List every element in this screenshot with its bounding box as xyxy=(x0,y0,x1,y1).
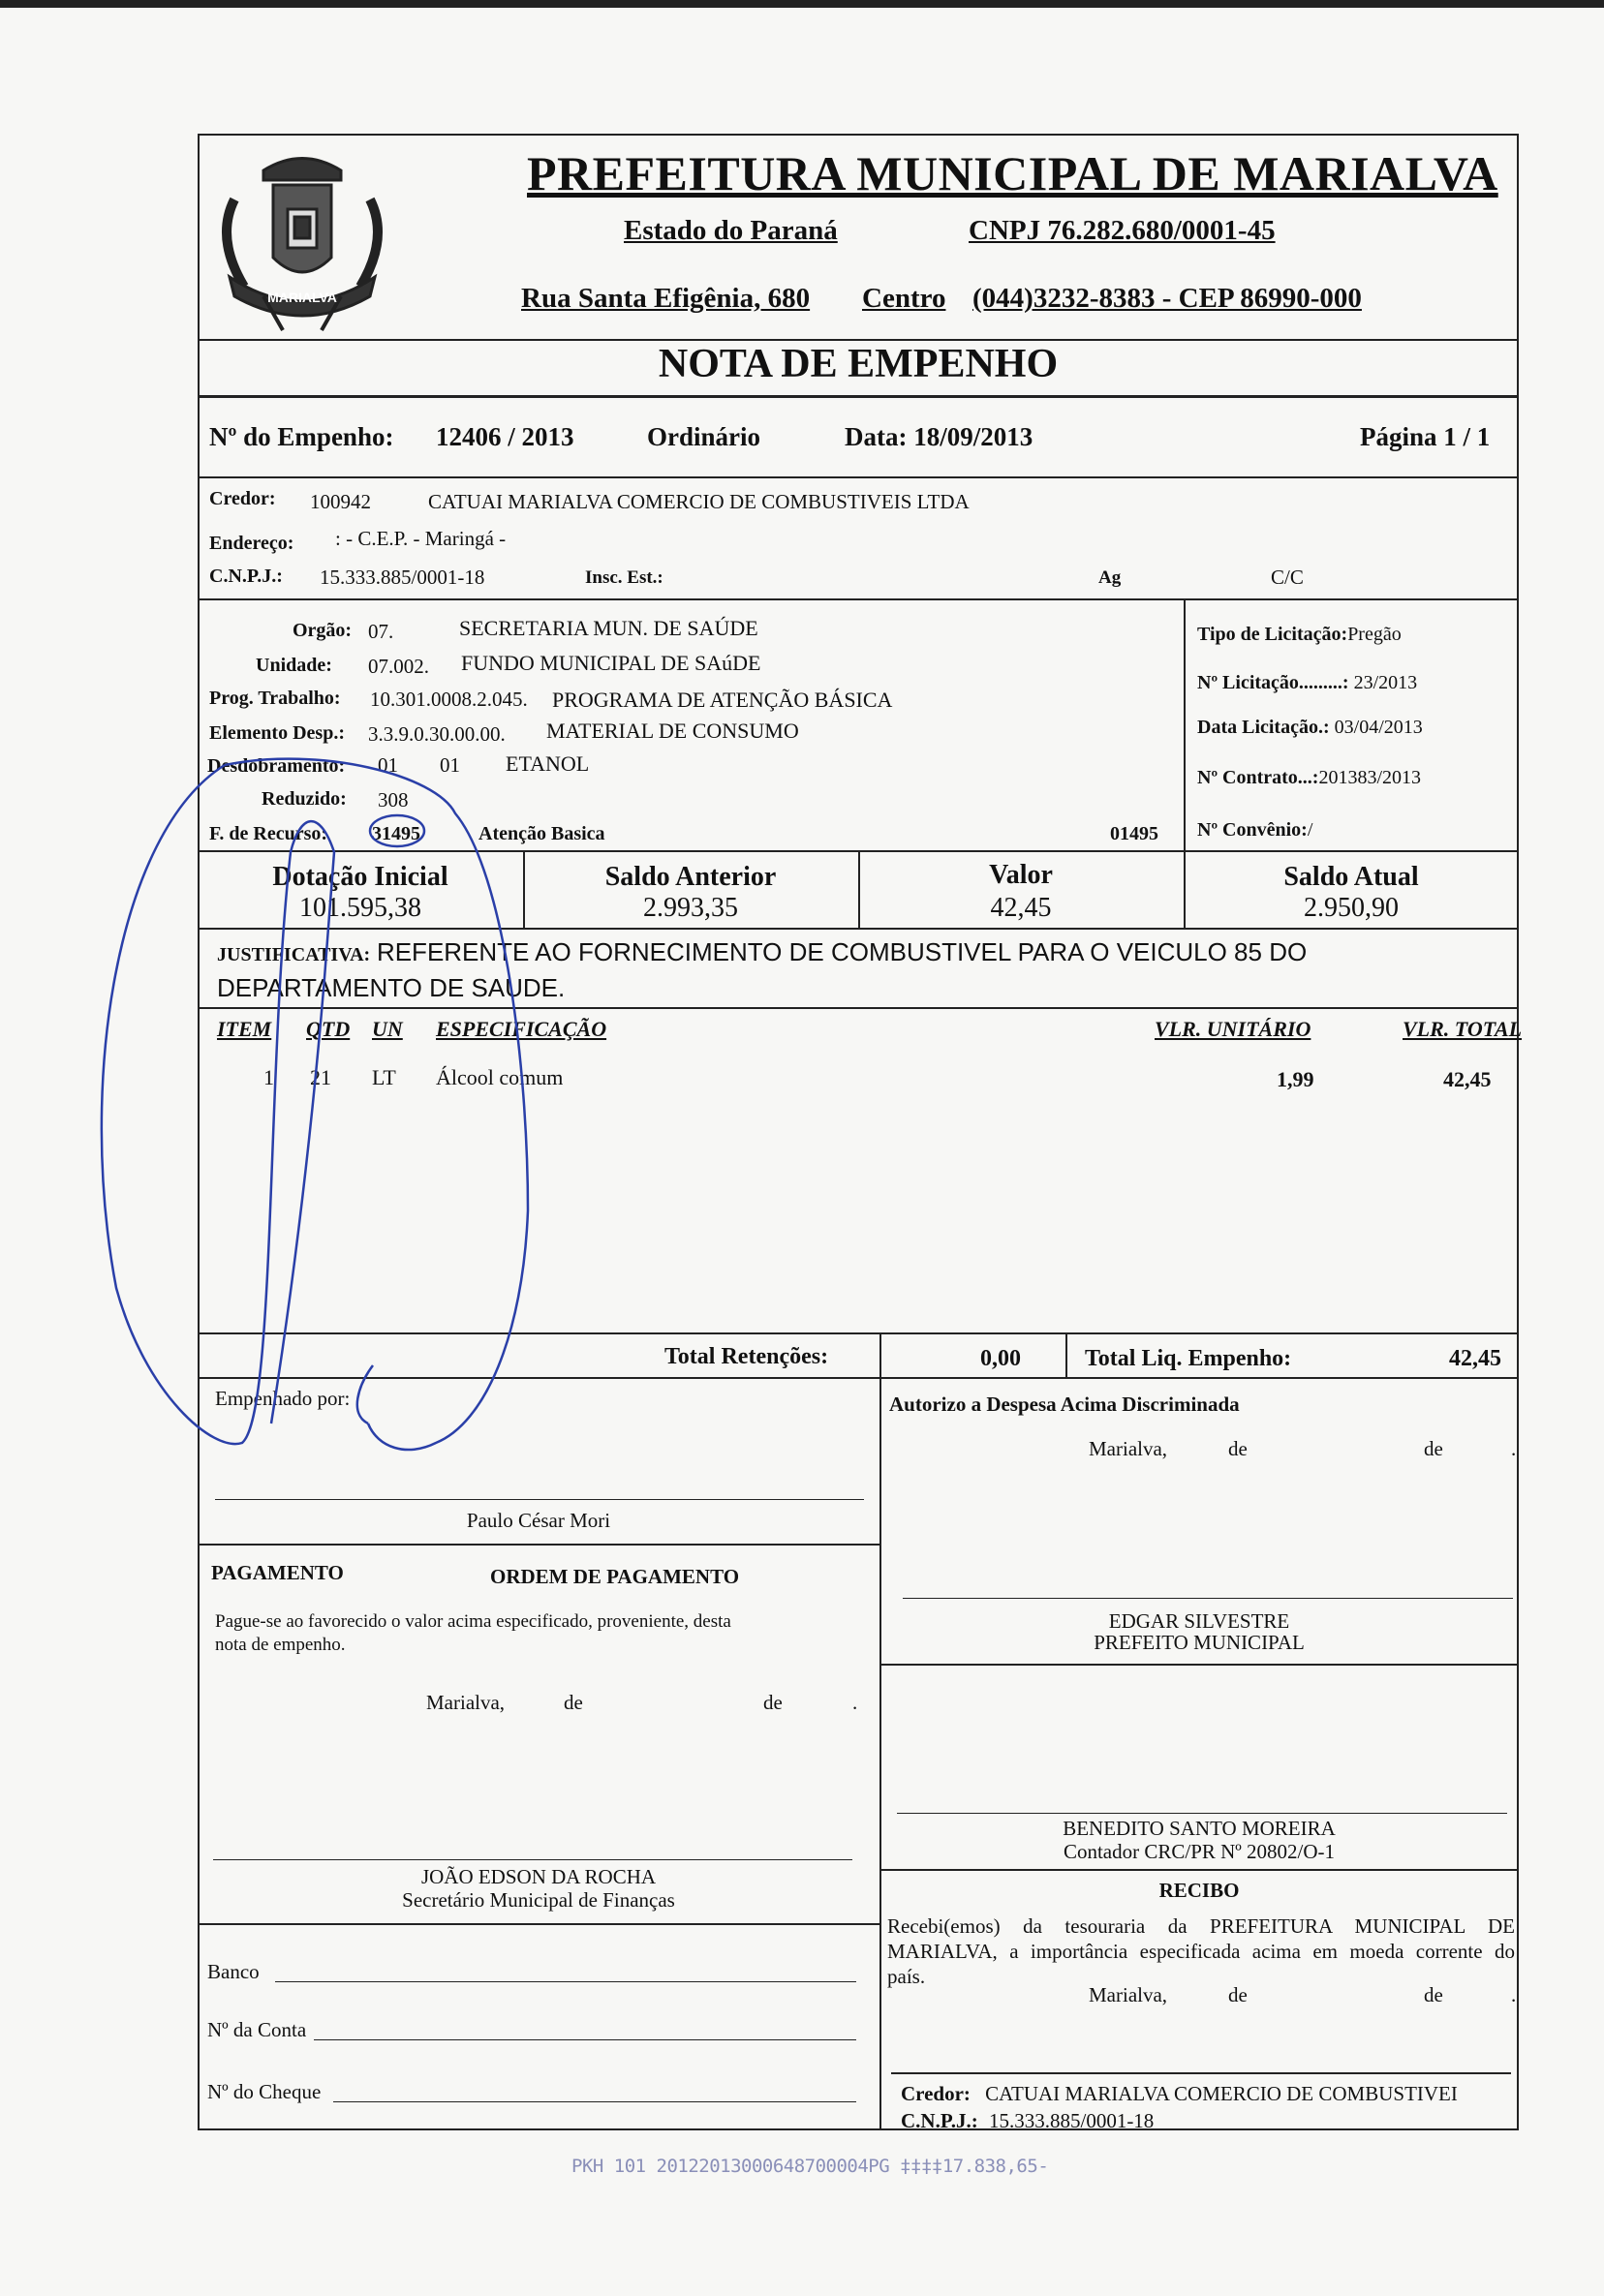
data-licitacao-value: 03/04/2013 xyxy=(1334,717,1423,738)
convenio-value: / xyxy=(1307,819,1313,841)
num-licitacao-label xyxy=(1197,672,1417,694)
divider xyxy=(879,1332,881,1377)
recibo-city: Marialva, xyxy=(1089,1983,1168,2006)
cheque-label: Nº do Cheque xyxy=(207,2080,322,2103)
ordem-pagamento-label: ORDEM DE PAGAMENTO xyxy=(490,1565,740,1588)
desdobramento-code1: 01 xyxy=(378,753,398,777)
saldo-atual-value: 2.950,90 xyxy=(1304,893,1399,923)
recibo-de2: de xyxy=(1424,1983,1443,2006)
col-item: ITEM xyxy=(217,1017,272,1041)
pagamento-de1: de xyxy=(564,1691,583,1714)
signature-line xyxy=(903,1598,1513,1599)
justificativa xyxy=(217,935,1505,1004)
item-number: 1 xyxy=(263,1065,274,1089)
empenho-type: Ordinário xyxy=(647,422,761,451)
pagamento-dot: . xyxy=(852,1691,858,1714)
pagamento-label: PAGAMENTO xyxy=(211,1561,344,1584)
num-licitacao-value: 23/2013 xyxy=(1353,672,1418,693)
item-vlr-unit: 1,99 xyxy=(1277,1067,1314,1091)
autorizo-de2: de xyxy=(1424,1437,1443,1460)
divider xyxy=(879,1869,1519,1871)
prefeito-name: EDGAR SILVESTRE xyxy=(1108,1609,1290,1633)
empenhado-label: Empenhado por: xyxy=(215,1387,351,1410)
elemento-label: Elemento Desp.: xyxy=(209,722,345,744)
convenio-text: Nº Convênio: xyxy=(1197,819,1308,841)
cc-label: C/C xyxy=(1271,566,1304,589)
desdobramento-name: ETANOL xyxy=(506,751,590,776)
financas-role: Secretário Municipal de Finanças xyxy=(402,1888,675,1912)
divider xyxy=(1065,1332,1067,1377)
state-name: Estado do Paraná xyxy=(624,215,838,246)
item-un: LT xyxy=(372,1065,396,1089)
bank-stamp: PKH 101 20122013000648700004PG ‡‡‡‡17.838,65- xyxy=(571,2156,1049,2177)
footer-credor-label: Credor: xyxy=(901,2082,971,2105)
address-center: Centro xyxy=(862,283,946,314)
autorizo-de1: de xyxy=(1228,1437,1248,1460)
tipo-licitacao-text: Tipo de Licitação: xyxy=(1197,624,1348,645)
footer-cnpj-value: 15.333.885/0001-18 xyxy=(988,2109,1155,2132)
divider xyxy=(198,1377,1519,1379)
pagamento-text-1: Pague-se ao favorecido o valor acima especificado, proveniente, desta xyxy=(215,1611,731,1632)
divider xyxy=(198,1007,1519,1009)
cnpj-label: C.N.P.J.: xyxy=(209,566,283,587)
desdobramento-code2: 01 xyxy=(440,753,460,777)
divider xyxy=(198,1544,879,1546)
divider xyxy=(198,395,1519,398)
num-licitacao-text: Nº Licitação.........: xyxy=(1197,672,1349,693)
prog-name: PROGRAMA DE ATENÇÃO BÁSICA xyxy=(552,688,893,712)
orgao-name: SECRETARIA MUN. DE SAÚDE xyxy=(459,616,758,640)
signature-line xyxy=(213,1859,852,1860)
pagamento-city: Marialva, xyxy=(426,1691,506,1714)
valor-value: 42,45 xyxy=(990,893,1052,923)
recibo-de1: de xyxy=(1228,1983,1248,2006)
cnpj-header: CNPJ 76.282.680/0001-45 xyxy=(969,215,1276,246)
conta-label: Nº da Conta xyxy=(207,2018,307,2041)
address: Rua Santa Efigênia, 680 xyxy=(521,283,811,314)
signature-line xyxy=(897,1813,1507,1814)
divider xyxy=(879,1664,1519,1666)
endereco-label: Endereço: xyxy=(209,533,294,554)
empenho-date: Data: 18/09/2013 xyxy=(845,422,1033,451)
divider xyxy=(198,1332,1519,1334)
footer-cnpj xyxy=(901,2109,1154,2133)
cnpj-value: 15.333.885/0001-18 xyxy=(320,566,485,589)
banco-label: Banco xyxy=(207,1960,260,1983)
contrato-label xyxy=(1197,767,1421,789)
autorizo-city: Marialva, xyxy=(1089,1437,1168,1460)
ag-label: Ag xyxy=(1098,567,1122,588)
saldo-atual-label: Saldo Atual xyxy=(1283,862,1419,892)
col-vlr-unit: VLR. UNITÁRIO xyxy=(1155,1017,1311,1041)
autorizo-label: Autorizo a Despesa Acima Discriminada xyxy=(889,1393,1240,1416)
divider xyxy=(879,1377,881,2128)
total-retencoes-label: Total Retenções: xyxy=(664,1344,829,1369)
elemento-code: 3.3.9.0.30.00.00. xyxy=(368,722,506,746)
contador-name: BENEDITO SANTO MOREIRA xyxy=(1063,1817,1336,1840)
unidade-label: Unidade: xyxy=(256,655,332,676)
col-espec: ESPECIFICAÇÃO xyxy=(436,1017,607,1041)
prefeito-role: PREFEITO MUNICIPAL xyxy=(1094,1631,1305,1654)
justificativa-text-2: DEPARTAMENTO DE SAUDE. xyxy=(217,973,566,1002)
divider xyxy=(198,598,1519,600)
item-espec: Álcool comum xyxy=(436,1065,564,1089)
credor-name: CATUAI MARIALVA COMERCIO DE COMBUSTIVEIS LTDA xyxy=(428,490,970,513)
divider xyxy=(198,476,1519,478)
empenho-number: 12406 / 2013 xyxy=(436,422,574,451)
scan-top-edge xyxy=(0,0,1604,8)
unidade-code: 07.002. xyxy=(368,655,429,678)
recurso-name: Atenção Basica xyxy=(478,823,605,844)
recurso-code: 01495 xyxy=(1110,823,1158,844)
footer-credor-name: CATUAI MARIALVA COMERCIO DE COMBUSTIVEI xyxy=(985,2082,1458,2105)
doc-title: NOTA DE EMPENHO xyxy=(658,342,1059,386)
financas-name: JOÃO EDSON DA ROCHA xyxy=(420,1865,657,1888)
saldo-anterior-label: Saldo Anterior xyxy=(604,862,777,892)
page-title: PREFEITURA MUNICIPAL DE MARIALVA xyxy=(527,146,1498,200)
col-un: UN xyxy=(372,1017,403,1041)
saldo-anterior-value: 2.993,35 xyxy=(643,893,738,923)
recibo-text-2: MARIALVA, a importância especificada acima em moeda corrente do xyxy=(887,1940,1515,1963)
signature-line xyxy=(215,1499,864,1500)
col-vlr-total: VLR. TOTAL xyxy=(1403,1017,1523,1041)
valor-label: Valor xyxy=(989,860,1053,890)
data-licitacao-text: Data Licitação.: xyxy=(1197,717,1330,738)
reduzido-value: 308 xyxy=(378,788,409,811)
divider xyxy=(198,928,1519,930)
divider xyxy=(198,1923,879,1925)
divider xyxy=(1184,598,1186,852)
elemento-name: MATERIAL DE CONSUMO xyxy=(546,719,799,743)
divider xyxy=(891,2072,1511,2074)
recibo-dot: . xyxy=(1511,1983,1517,2006)
empenho-label: Nº do Empenho: xyxy=(209,422,394,451)
total-liq-label: Total Liq. Empenho: xyxy=(1085,1346,1292,1371)
desdobramento-label: Desdobramento: xyxy=(207,755,346,777)
data-licitacao-label xyxy=(1197,717,1423,739)
table-row xyxy=(198,1065,1519,1094)
cheque-field[interactable] xyxy=(333,2101,856,2102)
recurso-value: 31495 xyxy=(372,823,420,844)
page-number: Página 1 / 1 xyxy=(1360,422,1491,451)
insc-est-label: Insc. Est.: xyxy=(585,567,663,588)
credor-label: Credor: xyxy=(209,488,276,509)
tipo-licitacao-label xyxy=(1197,624,1402,646)
recurso-label: F. de Recurso: xyxy=(209,823,328,844)
item-vlr-total: 42,45 xyxy=(1443,1067,1492,1091)
unidade-name: FUNDO MUNICIPAL DE SAúDE xyxy=(461,651,761,675)
recibo-text-1: Recebi(emos) da tesouraria da PREFEITURA MUNICIPAL DE xyxy=(887,1914,1515,1938)
dotacao-value: 101.595,38 xyxy=(299,893,421,923)
orgao-code: 07. xyxy=(368,620,394,643)
footer-cnpj-label: C.N.P.J.: xyxy=(901,2109,978,2132)
item-qtd: 21 xyxy=(310,1065,331,1089)
dotacao-label: Dotação Inicial xyxy=(272,862,448,892)
credor-code: 100942 xyxy=(310,490,371,513)
crest-banner: MARIALVA xyxy=(267,290,337,305)
footer-credor xyxy=(901,2082,1458,2106)
total-liq-value: 42,45 xyxy=(1449,1346,1501,1371)
convenio-label xyxy=(1197,819,1312,842)
tipo-licitacao-value: Pregão xyxy=(1347,624,1402,645)
recibo-text xyxy=(887,1913,1515,1989)
contrato-value: 201383/2013 xyxy=(1318,767,1422,788)
pagamento-text-2: nota de empenho. xyxy=(215,1635,346,1655)
prog-code: 10.301.0008.2.045. xyxy=(370,688,528,711)
endereco-value: : - C.E.P. - Maringá - xyxy=(335,527,507,550)
total-retencoes-value: 0,00 xyxy=(980,1346,1021,1371)
contador-role: Contador CRC/PR Nº 20802/O-1 xyxy=(1063,1840,1336,1863)
col-qtd: QTD xyxy=(306,1017,351,1041)
autorizo-dot: . xyxy=(1511,1437,1517,1460)
conta-field[interactable] xyxy=(314,2039,856,2040)
orgao-label: Orgão: xyxy=(293,620,353,641)
contrato-text: Nº Contrato...: xyxy=(1197,767,1319,788)
recibo-label: RECIBO xyxy=(1158,1879,1240,1902)
recibo-text-3: país. xyxy=(887,1965,926,1988)
reduzido-label: Reduzido: xyxy=(262,788,347,810)
municipal-crest xyxy=(205,141,399,335)
justificativa-text-1: REFERENTE AO FORNECIMENTO DE COMBUSTIVEL PARA O VEICULO 85 DO xyxy=(376,937,1308,966)
banco-field[interactable] xyxy=(275,1981,856,1982)
empenhado-name: Paulo César Mori xyxy=(466,1509,611,1532)
justificativa-label: JUSTIFICATIVA: xyxy=(217,944,371,965)
prog-label: Prog. Trabalho: xyxy=(209,688,341,709)
pagamento-de2: de xyxy=(763,1691,783,1714)
phone-cep: (044)3232-8383 - CEP 86990-000 xyxy=(972,283,1362,314)
